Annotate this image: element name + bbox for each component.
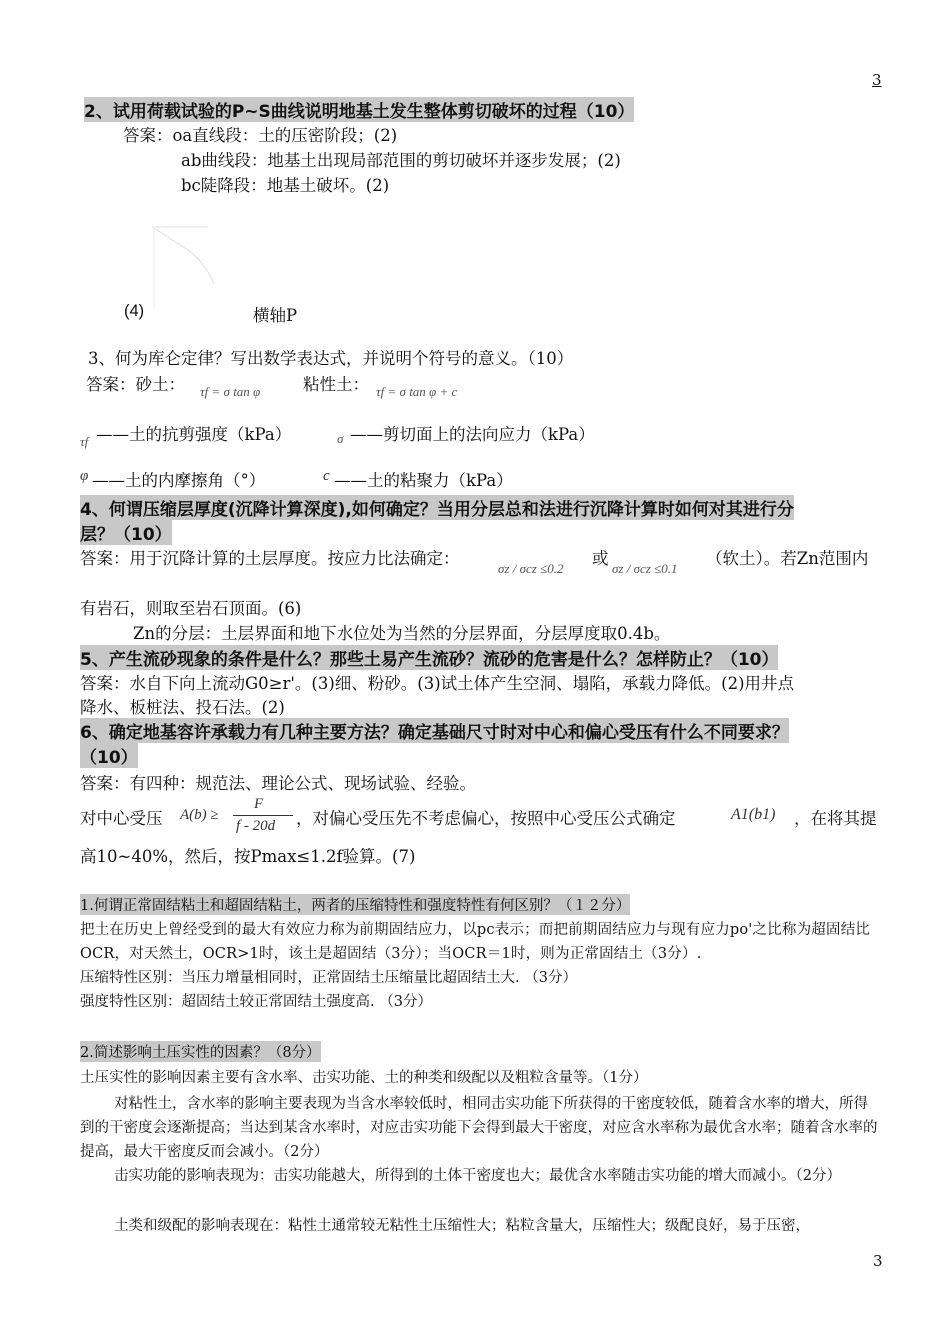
formula-center-denominator: f - 20d xyxy=(236,818,276,834)
def-phi: ——土的内摩擦角（°） xyxy=(92,471,266,490)
question-6-title-line1: 6、确定地基容许承载力有几种主要方法？确定基础尺寸时对中心和偏心受压有什么不同要求？ xyxy=(80,718,789,743)
def-c: ——土的粘聚力（kPa） xyxy=(334,471,513,490)
formula-stress-ratio-02: σz / σcz ≤0.2 xyxy=(498,561,564,576)
def-tau: ——土的抗剪强度（kPa） xyxy=(96,425,292,444)
symbol-phi: φ xyxy=(80,468,89,484)
q4-answer-line3: Zn的分层：土层界面和地下水位处为当然的分层界面，分层厚度取0.4b。 xyxy=(133,624,671,643)
question-5-title: 5、产生流砂现象的条件是什么？那些土易产生流砂？流砂的危害是什么？怎样防止？（10） xyxy=(80,645,778,670)
section-1-paragraph-2: 压缩特性区别：当压力增量相同时，正常固结土压缩量比超固结土大. （3分） xyxy=(80,970,577,986)
def-sigma: ——剪切面上的法向应力（kPa） xyxy=(350,425,595,444)
q2-figure-score: (4) xyxy=(124,302,145,320)
formula-fraction-bar xyxy=(233,815,293,816)
q3-clay-label: 粘性土： xyxy=(303,375,369,394)
section-2-paragraph-3: 击实功能的影响表现为：击实功能越大，所得到的土体干密度也大；最优含水率随击实功能的增大而减小。（2分） xyxy=(114,1168,841,1184)
section-2-paragraph-4: 土类和级配的影响表现在：粘性土通常较无粘性土压缩性大；粘粒含量大，压缩性大；级配良好，易于压密， xyxy=(114,1218,810,1234)
formula-stress-ratio-01: σz / σcz ≤0.1 xyxy=(612,561,678,576)
section-1-title: 1.何谓正常固结粘土和超固结粘土，两者的压缩特性和强度特性有何区别？（１２分） xyxy=(80,894,630,915)
symbol-tau: τf xyxy=(80,434,89,449)
q2-answer-ab: ab曲线段：地基土出现局部范围的剪切破坏并逐步发展；(2) xyxy=(181,151,621,170)
question-4-title-line1: 4、何谓压缩层厚度(沉降计算深度),如何确定？当用分层总和法进行沉降计算时如何对其进行分 xyxy=(80,495,794,520)
q3-answer-label: 答案：砂土： xyxy=(86,375,185,394)
q5-answer-line2: 降水、板桩法、投石法。(2) xyxy=(80,698,285,717)
q5-answer-line1: 答案：水自下向上流动G0≥r'。(3)细、粉砂。(3)试土体产生空洞、塌陷，承载力降低。(2)用井点 xyxy=(80,674,795,693)
q6-answer-line2-start: 对中心受压 xyxy=(80,809,163,828)
question-2-title: 2、试用荷载试验的P~S曲线说明地基土发生整体剪切破坏的过程（10） xyxy=(84,97,634,122)
q2-figure-axis-label: 横轴P xyxy=(253,306,298,325)
q6-answer-line3: 高10~40%，然后，按Pmax≤1.2f验算。(7) xyxy=(80,847,416,866)
ps-curve-figure xyxy=(148,222,228,312)
q4-answer-line1: 答案：用于沉降计算的土层厚度。按应力比法确定： xyxy=(80,549,460,568)
formula-center-numerator: F xyxy=(254,796,264,812)
section-2-title: 2.简述影响土压实性的因素？（8分） xyxy=(80,1041,321,1062)
q4-or: 或 xyxy=(592,549,609,568)
q2-answer-bc: bc陡降段：地基土破坏。(2) xyxy=(181,176,390,195)
q6-answer-line2-mid: ，对偏心受压先不考虑偏心，按照中心受压公式确定 xyxy=(296,809,676,828)
section-2-paragraph-1: 土压实性的影响因素主要有含水率、击实功能、土的种类和级配以及粗粒含量等。（1分） xyxy=(80,1070,648,1086)
question-3-title: 3、何为库仑定律？写出数学表达式，并说明个符号的意义。（10） xyxy=(88,349,574,368)
question-4-title-line2: 层？（10） xyxy=(80,520,172,545)
page-number-bottom: 3 xyxy=(873,1252,883,1270)
section-2-paragraph-2: 对粘性土，含水率的影响主要表现为当含水率较低时，相同击实功能下所获得的干密度较低，随着含水率的增大，所得到的干密度会逐渐提高；当达到某含水率时，对应击实功能下会得到最大干密度，对应含水率称为最优含水率；随着含水率的提高，最大干密度反而会减小。（2分） xyxy=(80,1096,878,1160)
q6-answer-line2-end: ，在将其提 xyxy=(794,809,877,828)
formula-clay: τf = σ tan φ + c xyxy=(376,384,458,399)
section-1-paragraph-3: 强度特性区别：超固结土较正常固结土强度高. （3分） xyxy=(80,994,432,1010)
formula-sand: τf = σ tan φ xyxy=(200,384,261,399)
symbol-c: c xyxy=(323,468,330,484)
q4-answer-line2: 有岩石，则取至岩石顶面。(6) xyxy=(80,599,302,618)
page-number-top: 3 xyxy=(872,71,882,89)
q2-answer-oa: 答案：oa直线段：土的压密阶段；(2) xyxy=(123,126,398,145)
question-6-title-line2: （10） xyxy=(80,743,138,768)
formula-eccentric-symbol: A1(b1) xyxy=(731,806,776,823)
symbol-sigma: σ xyxy=(337,431,344,446)
formula-center-lhs: A(b) ≥ xyxy=(180,807,219,823)
section-1-paragraph-1: 把土在历史上曾经受到的最大有效应力称为前期固结应力，以pc表示；而把前期固结应力与现有应力po'之比称为超固结比OCR，对天然土，OCR>1时，该土是超固结（3分）；当OCR＝1时，则为正常固结土（3分）. xyxy=(80,922,871,962)
q6-answer-line1: 答案：有四种：规范法、理论公式、现场试验、经验。 xyxy=(80,774,476,793)
q4-answer-line1-end: （软土）。若Zn范围内 xyxy=(706,549,869,568)
